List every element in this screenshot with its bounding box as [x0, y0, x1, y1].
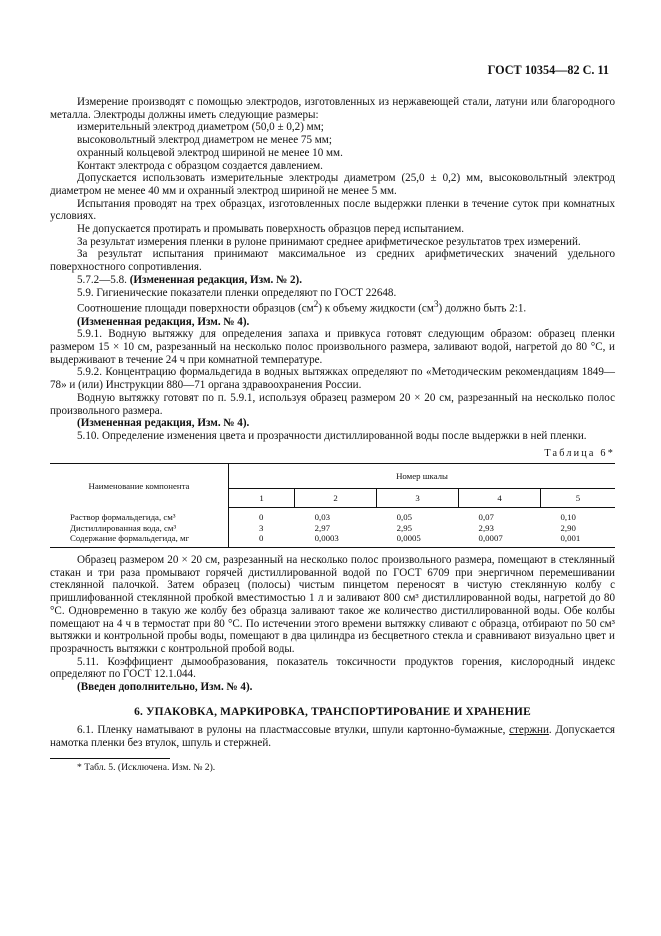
list-item: высоковольтный электрод диаметром не менее 75 мм;	[77, 134, 332, 147]
table-header-col: 2	[295, 489, 377, 508]
revision-note: (Введен дополнительно, Изм. № 4).	[77, 681, 253, 694]
table-header-col: 4	[459, 489, 541, 508]
list-item: охранный кольцевой электрод шириной не менее 10 мм.	[77, 146, 343, 159]
table-cell: 0,001	[541, 533, 616, 548]
table-cell: 0,0003	[295, 533, 377, 548]
paragraph-electrodes: Измерение производят с помощью электродов, изготовленных из нержавеющей стали, латуни или благородного металла. Электроды должны иметь следующие размеры:	[50, 96, 615, 121]
table-header-group: Номер шкалы	[229, 464, 616, 489]
paragraph: За результат испытания принимают максимальное из средних арифметических значений удельного поверхностного сопротивления.	[50, 248, 615, 274]
list-item: измерительный электрод диаметром (50,0 ± 0,2) мм;	[77, 121, 324, 134]
table-row	[50, 523, 615, 533]
footnote-divider	[50, 758, 170, 759]
table-cell: 2,97	[314, 522, 331, 533]
table-cell: 0,05	[396, 512, 412, 523]
clause-ref: 5.7.2—5.8.	[77, 273, 127, 286]
paragraph-6-1	[50, 724, 615, 749]
paragraph-revision	[50, 274, 615, 287]
paragraph: За результат измерения пленки в рулоне принимают среднее арифметическое результатов трех измерений.	[77, 235, 581, 248]
superscript: 3	[433, 300, 439, 311]
table-cell: 3	[259, 522, 264, 533]
revision-note: (Измененная редакция, Изм. № 2).	[129, 273, 303, 286]
table-cell: 0	[229, 533, 295, 548]
footnote: * Табл. 5. (Исключена. Изм. № 2).	[77, 761, 216, 773]
table-header-col: 1	[229, 489, 295, 508]
paragraph-5-9-1: 5.9.1. Водную вытяжку для определения запаха и привкуса готовят следующим образом: образец пленки размером 15 × 10 см, разрезанный на несколько полос произвольного размера, заливают водой, нагретой до 80 °С, и выдерживают в течение 24 ч при комнатной температуре.	[50, 328, 615, 366]
paragraph-5-11: 5.11. Коэффициент дымообразования, показатель токсичности продуктов горения, кислородный индекс определяют по ГОСТ 12.1.044.	[50, 655, 615, 681]
table-caption: Таблица 6*	[544, 447, 615, 459]
paragraph: Водную вытяжку готовят по п. 5.9.1, используя образец размером 20 × 20 см, разрезанный на несколько полос произвольного размера.	[50, 391, 615, 417]
table-cell-name: Содержание формальдегида, мг	[50, 533, 229, 548]
text-part: . Допускается намотка пленки без втулок, шпуль и стержней.	[50, 724, 615, 750]
table-cell: 0,07	[478, 512, 494, 523]
table-cell: 2,95	[396, 522, 412, 533]
paragraph-procedure: Образец размером 20 × 20 см, разрезанный на несколько полос произвольного размера, помещают в стеклянный стакан и три раза промывают горячей дистиллированной водой по ГОСТ 6709 при энергичном перемешивании стеклянной палочкой. Затем образец (полосы) чистым пинцетом переносят в чистую стеклянную колбу с пришлифованной стеклянной пробкой вместимостью 1 л и заливают 800 см³ дистиллированной воды, нагретой до 80 °С. Одновременно в такую же колбу без образца заливают такое же количество дистиллированной воды. Обе колбы помещают на 4 ч в термостат при 80 °С. По истечении этого времени вытяжку сливают с образца, отбирают по 50 см³ вытяжки и контрольной пробы воды, помещают в два цилиндра из бесцветного стекла и сравнивают визуально цвет и прозрачность вытяжки с контрольной пробой воды.	[50, 553, 615, 655]
paragraph: Допускается использовать измерительные электроды диаметром (25,0 ± 0,2) мм, высоковольтный электрод диаметром не менее 40 мм и охранный электрод шириной не менее 5 мм.	[50, 172, 615, 197]
text-part: Соотношение площади поверхности образцов (см	[77, 302, 314, 315]
table-row	[50, 508, 615, 523]
paragraph: Не допускается протирать и промывать поверхность образцов перед испытанием.	[77, 223, 465, 236]
paragraph-5-10: 5.10. Определение изменения цвета и прозрачности дистиллированной воды после выдержки в ней пленки.	[77, 429, 587, 442]
text-part: ) должно быть 2:1.	[438, 302, 527, 315]
table-header-col: 3	[377, 489, 459, 508]
scale-table	[50, 463, 615, 548]
paragraph: Контакт электрода с образцом создается давлением.	[77, 159, 323, 172]
superscript: 2	[313, 300, 319, 311]
table-cell: 2,90	[560, 522, 576, 533]
paragraph-5-9: 5.9. Гигиенические показатели пленки определяют по ГОСТ 22648.	[77, 286, 397, 299]
text-part: 6.1. Пленку наматывают в рулоны на пластмассовые втулки, шпули картонно-бумажные,	[77, 724, 506, 737]
underlined-word: стержни	[509, 724, 549, 737]
table-cell-name: Дистиллированная вода, см³	[50, 523, 229, 533]
section-title: 6. УПАКОВКА, МАРКИРОВКА, ТРАНСПОРТИРОВАНИЕ И ХРАНЕНИЕ	[134, 705, 531, 718]
table-cell: 0,03	[314, 512, 331, 523]
table-cell-name: Раствор формальдегида, см³	[50, 508, 229, 523]
page-header: ГОСТ 10354—82 С. 11	[487, 63, 609, 77]
table-cell: 0,10	[560, 512, 576, 523]
table-cell: 0	[259, 512, 264, 523]
table-header-name: Наименование компонента	[50, 464, 229, 508]
table-row	[50, 533, 615, 548]
table-header-col: 5	[541, 489, 616, 508]
paragraph-ratio	[50, 299, 615, 315]
table-cell: 0,0007	[459, 533, 541, 548]
revision-note: (Измененная редакция, Изм. № 4).	[77, 315, 250, 328]
paragraph: Испытания проводят на трех образцах, изготовленных после выдержки пленки в течение суток при комнатных условиях.	[50, 197, 615, 223]
text-part: ) к объему жидкости (см	[318, 302, 434, 315]
revision-note: (Измененная редакция, Изм. № 4).	[77, 417, 250, 430]
document-body	[50, 96, 615, 775]
table-cell: 2,93	[478, 522, 494, 533]
table-cell: 0,0005	[377, 533, 459, 548]
paragraph-5-9-2: 5.9.2. Концентрацию формальдегида в водных вытяжках определяют по «Методическим рекомендациям 1849—78» и (или) Инструкции 880—71 органа здравоохранения России.	[50, 366, 615, 392]
